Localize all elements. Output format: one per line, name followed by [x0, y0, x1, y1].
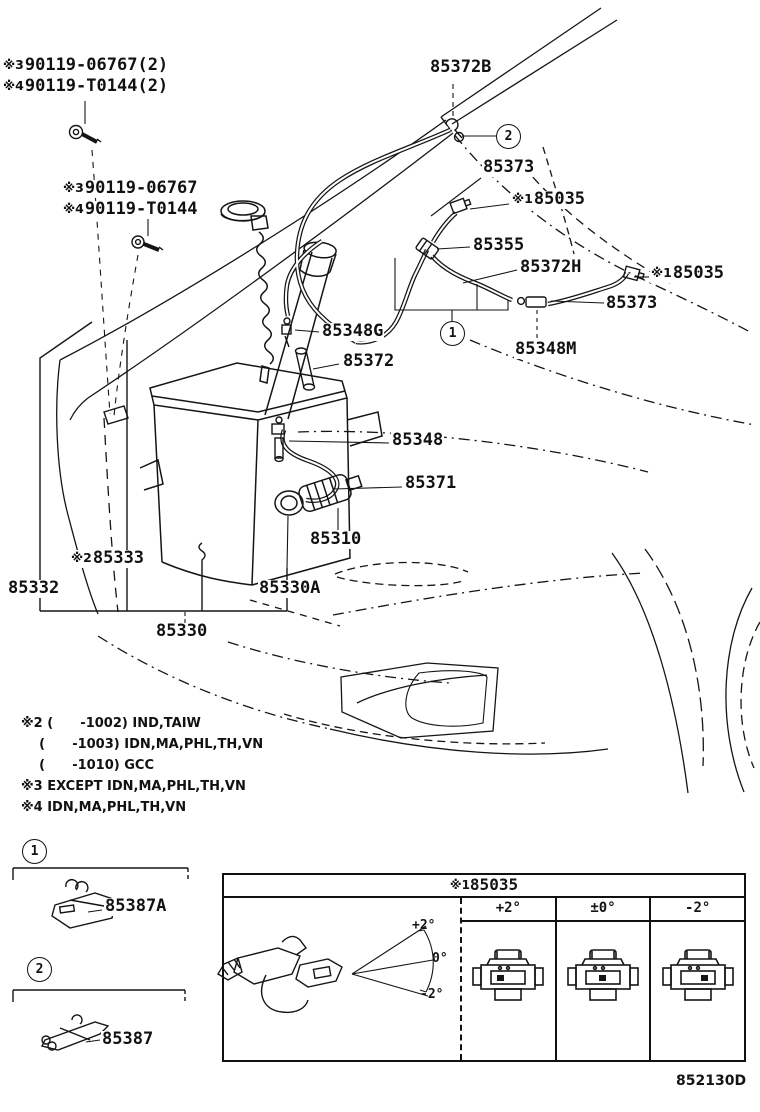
washer-hoses	[282, 130, 627, 501]
orifice-mark-zero	[599, 975, 606, 981]
part-label-85330: 85330	[156, 621, 208, 641]
part-label-85310: 85310	[310, 529, 362, 549]
note-line: ※4 IDN,MA,PHL,TH,VN	[21, 800, 187, 815]
callout-2-legend: 2	[27, 957, 52, 982]
applicability-notes	[21, 713, 263, 818]
note-line: ※2 ( -1002) IND,TAIW	[21, 716, 201, 731]
part-label-85332: 85332	[8, 578, 60, 598]
clip-85387	[42, 1015, 108, 1050]
spiral-rod	[251, 216, 273, 383]
part-label-85372: 85372	[343, 351, 395, 371]
callout-1-diagram: 1	[440, 321, 465, 346]
part-label-85355: 85355	[473, 235, 525, 255]
part-label-85348G: 85348G	[322, 321, 384, 341]
part-label-85348: 85348	[392, 430, 444, 450]
legend-item-2	[13, 990, 185, 1050]
angle-label-zero: 0°	[432, 951, 448, 966]
nozzle-front-icons	[473, 950, 733, 1000]
callout-2-diagram: 2	[496, 124, 521, 149]
part-label-90119-T0144-a: ※490119-T0144(2)	[3, 76, 169, 96]
hose-fittings	[272, 119, 645, 462]
part-label-85348M: 85348M	[515, 339, 577, 359]
part-label-90119-06767-b: ※390119-06767	[63, 178, 198, 198]
callout-1-legend: 1	[22, 839, 47, 864]
car-body-outline	[57, 8, 760, 793]
nozzle-table-title-number: 85035	[469, 875, 519, 894]
part-label-85372B: 85372B	[430, 57, 492, 77]
orifice-mark-plus2	[497, 975, 504, 981]
drawing-number: 852130D	[676, 1073, 747, 1089]
part-label-85387A: 85387A	[105, 896, 167, 916]
part-label-85373-upper: 85373	[483, 157, 535, 177]
note-line: ( -1010) GCC	[21, 758, 154, 773]
orifice-mark-minus2	[701, 975, 708, 981]
angle-label-minus2: -2°	[420, 987, 444, 1002]
part-label-90119-T0144-b: ※490119-T0144	[63, 199, 198, 219]
column-header-minus2: -2°	[649, 898, 744, 920]
jar-cap	[221, 201, 265, 221]
part-label-90119-06767-a: ※390119-06767(2)	[3, 55, 169, 75]
note-line: ※3 EXCEPT IDN,MA,PHL,TH,VN	[21, 779, 246, 794]
part-label-85333: ※285333	[71, 548, 145, 568]
angle-label-plus2: +2°	[412, 918, 436, 933]
nozzle-table-title-prefix: ※1	[449, 878, 470, 892]
part-label-85035-upper: ※185035	[512, 189, 586, 209]
note-line: ( -1003) IDN,MA,PHL,TH,VN	[21, 737, 264, 752]
part-label-85373-right: 85373	[606, 293, 658, 313]
column-header-plus2: +2°	[495, 900, 521, 916]
column-header-zero: ±0°	[555, 898, 650, 920]
mounting-bolt-upper	[70, 101, 111, 414]
nozzle-sideview-illustration	[218, 926, 433, 1012]
grommet-85330A	[275, 491, 303, 568]
part-label-85035-right: ※185035	[651, 263, 725, 283]
part-label-85330A: 85330A	[259, 578, 321, 598]
part-label-85387: 85387	[102, 1029, 154, 1049]
mounting-bolt-lower	[104, 212, 163, 424]
part-label-85371: 85371	[405, 473, 457, 493]
part-label-85372H: 85372H	[520, 257, 582, 277]
joint-85348M	[518, 297, 546, 307]
